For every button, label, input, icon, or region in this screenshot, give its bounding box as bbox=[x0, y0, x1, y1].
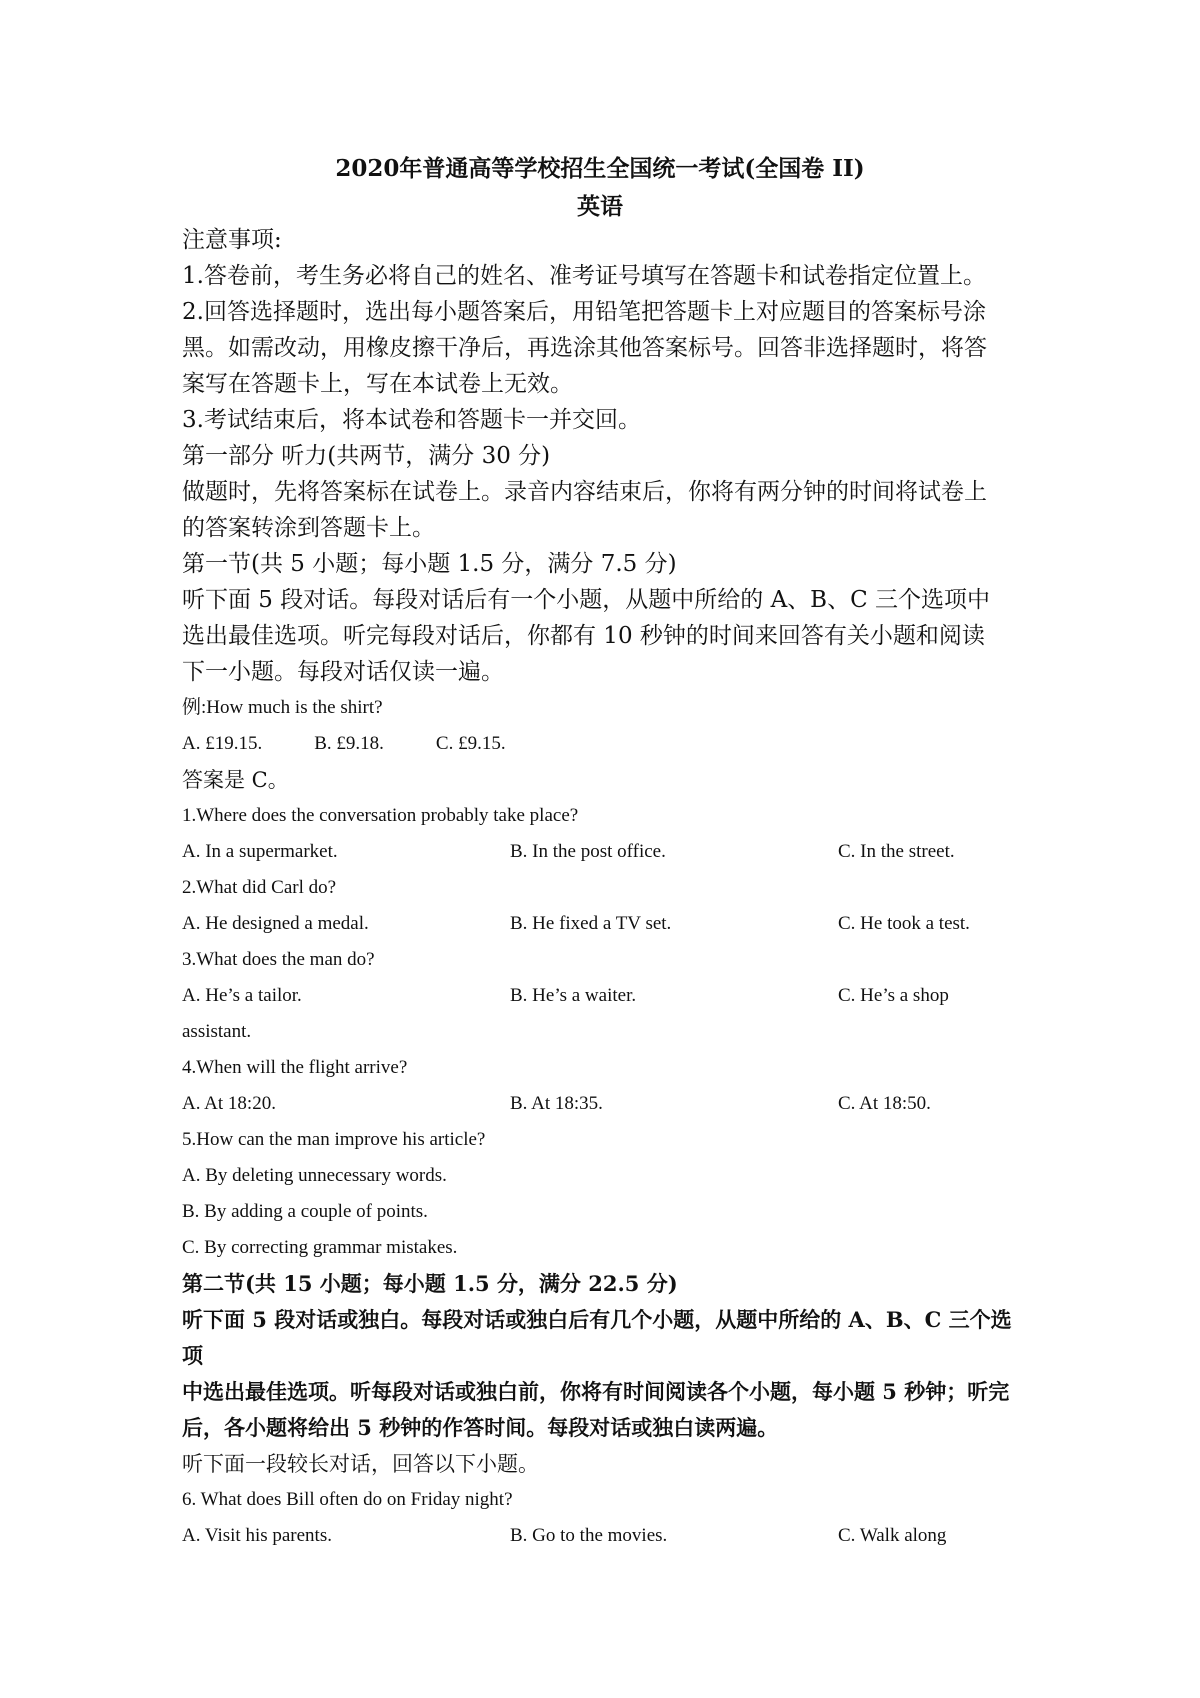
question-5-option-a: A. By deleting unnecessary words. bbox=[182, 1165, 447, 1186]
exam-body bbox=[182, 222, 1022, 1554]
section1-heading: 第一节(共 5 小题；每小题 1.5 分，满分 7.5 分) bbox=[182, 551, 677, 577]
section2-lead: 听下面一段较长对话，回答以下小题。 bbox=[182, 1452, 539, 1476]
question-3: 3.What does the man do? bbox=[182, 949, 375, 970]
question-2-option-b: B. He fixed a TV set. bbox=[510, 913, 672, 934]
question-2-option-c: C. He took a test. bbox=[838, 913, 970, 934]
question-1-options bbox=[182, 834, 1022, 870]
note-1: 1.答卷前，考生务必将自己的姓名、准考证号填写在答题卡和试卷指定位置上。 bbox=[182, 263, 986, 289]
question-3-options bbox=[182, 978, 1022, 1014]
question-1-option-a: A. In a supermarket. bbox=[182, 841, 338, 862]
section2-heading: 第二节(共 15 小题；每小题 1.5 分，满分 22.5 分) bbox=[182, 1271, 678, 1296]
exam-title: 2020年普通高等学校招生全国统一考试(全国卷 II) bbox=[335, 155, 865, 182]
question-2-options bbox=[182, 906, 1022, 942]
question-5: 5.How can the man improve his article? bbox=[182, 1129, 486, 1150]
question-3-option-c-wrap: assistant. bbox=[182, 1021, 252, 1042]
question-4-option-c: C. At 18:50. bbox=[838, 1093, 931, 1114]
example-option-c: C. £9.15. bbox=[435, 733, 506, 754]
question-3-option-c: C. He’s a shop bbox=[838, 985, 949, 1006]
question-3-option-b: B. He’s a waiter. bbox=[510, 985, 637, 1006]
question-1-option-b: B. In the post office. bbox=[510, 841, 666, 862]
question-6-options bbox=[182, 1518, 1022, 1554]
section1-instruction-3: 下一小题。每段对话仅读一遍。 bbox=[182, 659, 504, 685]
question-2: 2.What did Carl do? bbox=[182, 877, 337, 898]
question-3-option-a: A. He’s a tailor. bbox=[182, 985, 302, 1006]
question-6-option-a: A. Visit his parents. bbox=[182, 1525, 332, 1546]
part1-heading: 第一部分 听力(共两节，满分 30 分) bbox=[182, 443, 551, 469]
question-5-option-b: B. By adding a couple of points. bbox=[182, 1201, 428, 1222]
section1-instruction-2: 选出最佳选项。听完每段对话后，你都有 10 秒钟的时间来回答有关小题和阅读 bbox=[182, 623, 985, 649]
question-4-option-b: B. At 18:35. bbox=[510, 1093, 603, 1114]
question-1-option-c: C. In the street. bbox=[838, 841, 955, 862]
question-1: 1.Where does the conversation probably take place? bbox=[182, 805, 579, 826]
question-4-option-a: A. At 18:20. bbox=[182, 1093, 276, 1114]
notes-heading: 注意事项: bbox=[182, 227, 282, 253]
question-4-options bbox=[182, 1086, 1022, 1122]
example-option-a: A. £19.15. bbox=[182, 733, 263, 754]
note-2-line-2: 黑。如需改动，用橡皮擦干净后，再选涂其他答案标号。回答非选择题时，将答 bbox=[182, 335, 987, 361]
example-question: 例:How much is the shirt? bbox=[182, 697, 383, 718]
example-options bbox=[182, 726, 1022, 762]
question-6: 6. What does Bill often do on Friday night? bbox=[182, 1489, 513, 1510]
question-6-option-c: C. Walk along bbox=[838, 1525, 947, 1546]
question-4: 4.When will the flight arrive? bbox=[182, 1057, 408, 1078]
note-2-line-3: 案写在答题卡上，写在本试卷上无效。 bbox=[182, 371, 573, 397]
part1-instruction-2: 的答案转涂到答题卡上。 bbox=[182, 515, 435, 541]
question-2-option-a: A. He designed a medal. bbox=[182, 913, 369, 934]
note-2-line-1: 2.回答选择题时，选出每小题答案后，用铅笔把答题卡上对应题目的答案标号涂 bbox=[182, 299, 986, 325]
section2-instruction-2: 中选出最佳选项。听每段对话或独白前，你将有时间阅读各个小题，每小题 5 秒钟；听完 bbox=[182, 1379, 1010, 1404]
example-option-b: B. £9.18. bbox=[314, 733, 384, 754]
question-5-option-c: C. By correcting grammar mistakes. bbox=[182, 1237, 458, 1258]
example-answer: 答案是 C。 bbox=[182, 768, 289, 792]
section2-instruction-1: 听下面 5 段对话或独白。每段对话或独白后有几个小题，从题中所给的 A、B、C 三个选项 bbox=[182, 1307, 1012, 1368]
question-6-option-b: B. Go to the movies. bbox=[510, 1525, 668, 1546]
exam-subject: 英语 bbox=[577, 193, 623, 220]
section1-instruction-1: 听下面 5 段对话。每段对话后有一个小题，从题中所给的 A、B、C 三个选项中 bbox=[182, 587, 990, 613]
part1-instruction-1: 做题时，先将答案标在试卷上。录音内容结束后，你将有两分钟的时间将试卷上 bbox=[182, 479, 987, 505]
section2-instruction-3: 后，各小题将给出 5 秒钟的作答时间。每段对话或独白读两遍。 bbox=[182, 1415, 779, 1440]
note-3: 3.考试结束后，将本试卷和答题卡一并交回。 bbox=[182, 407, 641, 433]
